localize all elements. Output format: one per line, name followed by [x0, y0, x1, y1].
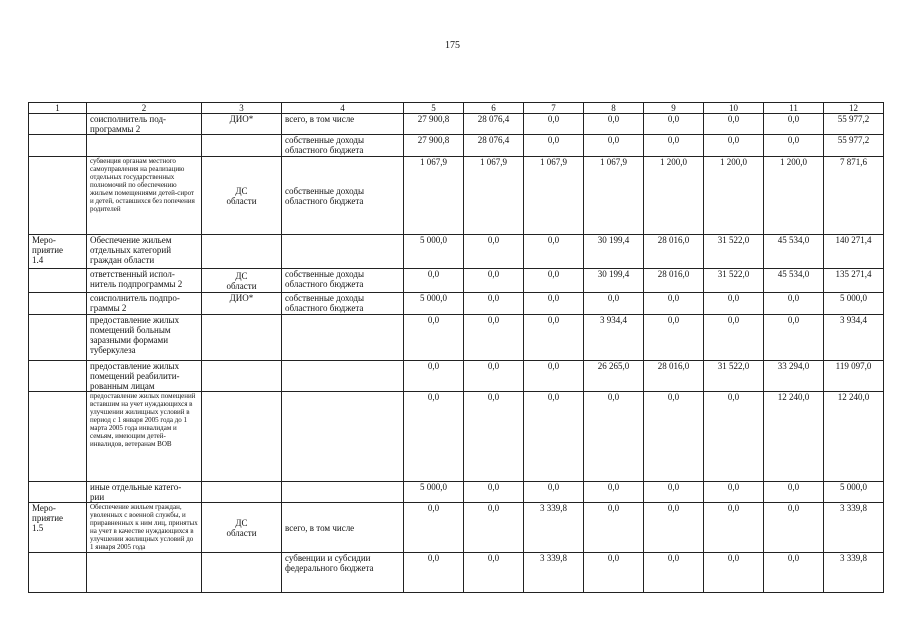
- table-row: [29, 114, 884, 135]
- description-cell: [87, 553, 202, 593]
- value-cell: 1 067,9: [464, 157, 524, 235]
- description-cell: предоставление жилых помещений реабилити- рованным лицам: [87, 361, 202, 392]
- value-cell: 0,0: [404, 503, 464, 553]
- value-cell: 33 294,0: [764, 361, 824, 392]
- value-cell: 3 339,8: [524, 503, 584, 553]
- value-cell: 0,0: [584, 503, 644, 553]
- value-cell: 31 522,0: [704, 235, 764, 269]
- funding-source-cell: субвенции и субсидии федерального бюджета: [282, 553, 404, 593]
- value-cell: 1 200,0: [764, 157, 824, 235]
- value-cell: 5 000,0: [824, 293, 884, 315]
- value-cell: 0,0: [524, 392, 584, 482]
- measure-cell: [29, 553, 87, 593]
- value-cell: 0,0: [524, 114, 584, 135]
- value-cell: 0,0: [704, 135, 764, 157]
- executor-cell: ДС области: [202, 269, 282, 293]
- value-cell: 0,0: [704, 293, 764, 315]
- header-cell: 9: [644, 103, 704, 114]
- value-cell: 27 900,8: [404, 114, 464, 135]
- table-row: [29, 135, 884, 157]
- value-cell: 0,0: [584, 482, 644, 503]
- header-cell: 10: [704, 103, 764, 114]
- value-cell: 0,0: [464, 482, 524, 503]
- value-cell: 27 900,8: [404, 135, 464, 157]
- value-cell: 5 000,0: [404, 293, 464, 315]
- executor-cell: ДС области: [202, 503, 282, 553]
- value-cell: 0,0: [464, 269, 524, 293]
- value-cell: 12 240,0: [764, 392, 824, 482]
- value-cell: 0,0: [764, 482, 824, 503]
- value-cell: 28 016,0: [644, 361, 704, 392]
- value-cell: 28 016,0: [644, 235, 704, 269]
- value-cell: 0,0: [464, 392, 524, 482]
- value-cell: 0,0: [524, 482, 584, 503]
- measure-cell: Меро- приятие 1.5: [29, 503, 87, 553]
- table-row: [29, 235, 884, 269]
- value-cell: 0,0: [524, 269, 584, 293]
- funding-source-cell: собственные доходы областного бюджета: [282, 293, 404, 315]
- funding-source-cell: [282, 392, 404, 482]
- value-cell: 55 977,2: [824, 114, 884, 135]
- value-cell: 0,0: [644, 114, 704, 135]
- value-cell: 0,0: [584, 135, 644, 157]
- value-cell: 1 200,0: [704, 157, 764, 235]
- value-cell: 3 339,8: [824, 553, 884, 593]
- header-row: [29, 103, 884, 114]
- table-row: [29, 482, 884, 503]
- value-cell: 0,0: [764, 135, 824, 157]
- measure-cell: [29, 269, 87, 293]
- value-cell: 0,0: [404, 392, 464, 482]
- funding-source-cell: [282, 315, 404, 361]
- description-cell: субвенция органам местного самоуправления на реализацию отдельных государственных полномочий по обеспечению жильем помещениями детей-сирот и детей, оставшихся без попечения родителей: [87, 157, 202, 235]
- value-cell: 12 240,0: [824, 392, 884, 482]
- value-cell: 45 534,0: [764, 235, 824, 269]
- executor-cell: [202, 553, 282, 593]
- value-cell: 0,0: [464, 315, 524, 361]
- value-cell: 28 076,4: [464, 114, 524, 135]
- value-cell: 1 067,9: [524, 157, 584, 235]
- header-cell: 1: [29, 103, 87, 114]
- funding-source-cell: собственные доходы областного бюджета: [282, 157, 404, 235]
- value-cell: 45 534,0: [764, 269, 824, 293]
- description-cell: предоставление жилых помещений вставшим на учет нуждающихся в улучшении жилищных условий в период с 1 января 2005 года до 1 марта 2005 года инвалидам и семьям, имеющим детей-инвалидов, ветеранам ВОВ: [87, 392, 202, 482]
- value-cell: 7 871,6: [824, 157, 884, 235]
- value-cell: 0,0: [464, 553, 524, 593]
- value-cell: 1 067,9: [404, 157, 464, 235]
- value-cell: 31 522,0: [704, 361, 764, 392]
- value-cell: 3 934,4: [824, 315, 884, 361]
- description-cell: предоставление жилых помещений больным заразными формами туберкулеза: [87, 315, 202, 361]
- value-cell: 30 199,4: [584, 235, 644, 269]
- measure-cell: [29, 135, 87, 157]
- measure-cell: Меро- приятие 1.4: [29, 235, 87, 269]
- value-cell: 0,0: [584, 553, 644, 593]
- value-cell: 1 067,9: [584, 157, 644, 235]
- description-cell: соисполнитель подпро- граммы 2: [87, 293, 202, 315]
- value-cell: 3 934,4: [584, 315, 644, 361]
- executor-cell: [202, 482, 282, 503]
- description-cell: иные отдельные катего- рии: [87, 482, 202, 503]
- value-cell: 0,0: [584, 293, 644, 315]
- value-cell: 0,0: [764, 293, 824, 315]
- value-cell: 0,0: [644, 293, 704, 315]
- funding-source-cell: всего, в том числе: [282, 503, 404, 553]
- executor-cell: [202, 315, 282, 361]
- measure-cell: [29, 293, 87, 315]
- measure-cell: [29, 114, 87, 135]
- value-cell: 28 016,0: [644, 269, 704, 293]
- value-cell: 1 200,0: [644, 157, 704, 235]
- executor-cell: ДИО*: [202, 293, 282, 315]
- measure-cell: [29, 361, 87, 392]
- value-cell: 5 000,0: [404, 235, 464, 269]
- value-cell: 0,0: [584, 114, 644, 135]
- funding-source-cell: [282, 235, 404, 269]
- measure-cell: [29, 392, 87, 482]
- value-cell: 0,0: [524, 315, 584, 361]
- measure-cell: [29, 157, 87, 235]
- table-row: [29, 269, 884, 293]
- value-cell: 0,0: [464, 235, 524, 269]
- table-row: [29, 293, 884, 315]
- value-cell: 0,0: [704, 315, 764, 361]
- value-cell: 5 000,0: [824, 482, 884, 503]
- value-cell: 0,0: [584, 392, 644, 482]
- value-cell: 55 977,2: [824, 135, 884, 157]
- value-cell: 135 271,4: [824, 269, 884, 293]
- value-cell: 3 339,8: [524, 553, 584, 593]
- header-cell: 12: [824, 103, 884, 114]
- table-row: [29, 315, 884, 361]
- executor-cell: [202, 235, 282, 269]
- executor-cell: [202, 135, 282, 157]
- funding-source-cell: [282, 482, 404, 503]
- header-cell: 2: [87, 103, 202, 114]
- value-cell: 0,0: [704, 503, 764, 553]
- value-cell: 0,0: [644, 503, 704, 553]
- header-cell: 3: [202, 103, 282, 114]
- value-cell: 30 199,4: [584, 269, 644, 293]
- description-cell: Обеспечение жильем граждан, уволенных с военной службы, и приравненных к ним лиц, принятых на учет в качестве нуждающихся в улучшении жилищных условий до 1 января 2005 года: [87, 503, 202, 553]
- value-cell: 140 271,4: [824, 235, 884, 269]
- header-cell: 8: [584, 103, 644, 114]
- table-row: [29, 392, 884, 482]
- value-cell: 0,0: [644, 135, 704, 157]
- value-cell: 0,0: [404, 361, 464, 392]
- value-cell: 0,0: [524, 135, 584, 157]
- value-cell: 0,0: [404, 553, 464, 593]
- value-cell: 0,0: [704, 482, 764, 503]
- header-cell: 5: [404, 103, 464, 114]
- table-row: [29, 157, 884, 235]
- value-cell: 0,0: [524, 235, 584, 269]
- value-cell: 0,0: [524, 361, 584, 392]
- value-cell: 0,0: [464, 361, 524, 392]
- value-cell: 0,0: [644, 482, 704, 503]
- value-cell: 0,0: [764, 315, 824, 361]
- header-cell: 4: [282, 103, 404, 114]
- value-cell: 0,0: [704, 392, 764, 482]
- value-cell: 0,0: [524, 293, 584, 315]
- value-cell: 0,0: [764, 553, 824, 593]
- value-cell: 0,0: [644, 392, 704, 482]
- executor-cell: ДС области: [202, 157, 282, 235]
- value-cell: 0,0: [404, 269, 464, 293]
- description-cell: ответственный испол- нитель подпрограммы 2: [87, 269, 202, 293]
- value-cell: 0,0: [464, 293, 524, 315]
- value-cell: 3 339,8: [824, 503, 884, 553]
- value-cell: 0,0: [704, 553, 764, 593]
- value-cell: 0,0: [764, 503, 824, 553]
- measure-cell: [29, 482, 87, 503]
- value-cell: 0,0: [704, 114, 764, 135]
- page-number: 175: [445, 40, 460, 51]
- description-cell: соисполнитель под- программы 2: [87, 114, 202, 135]
- header-cell: 11: [764, 103, 824, 114]
- header-cell: 6: [464, 103, 524, 114]
- value-cell: 119 097,0: [824, 361, 884, 392]
- funding-source-cell: [282, 361, 404, 392]
- value-cell: 0,0: [644, 315, 704, 361]
- table-row: [29, 503, 884, 553]
- value-cell: 5 000,0: [404, 482, 464, 503]
- table-row: [29, 553, 884, 593]
- value-cell: 31 522,0: [704, 269, 764, 293]
- value-cell: 0,0: [764, 114, 824, 135]
- value-cell: 0,0: [404, 315, 464, 361]
- funding-source-cell: всего, в том числе: [282, 114, 404, 135]
- value-cell: 26 265,0: [584, 361, 644, 392]
- header-cell: 7: [524, 103, 584, 114]
- executor-cell: ДИО*: [202, 114, 282, 135]
- funding-source-cell: собственные доходы областного бюджета: [282, 135, 404, 157]
- funding-source-cell: собственные доходы областного бюджета: [282, 269, 404, 293]
- description-cell: Обеспечение жильем отдельных категорий граждан области: [87, 235, 202, 269]
- value-cell: 0,0: [464, 503, 524, 553]
- description-cell: [87, 135, 202, 157]
- executor-cell: [202, 392, 282, 482]
- value-cell: 0,0: [644, 553, 704, 593]
- executor-cell: [202, 361, 282, 392]
- measure-cell: [29, 315, 87, 361]
- value-cell: 28 076,4: [464, 135, 524, 157]
- table-row: [29, 361, 884, 392]
- budget-table: [28, 102, 884, 593]
